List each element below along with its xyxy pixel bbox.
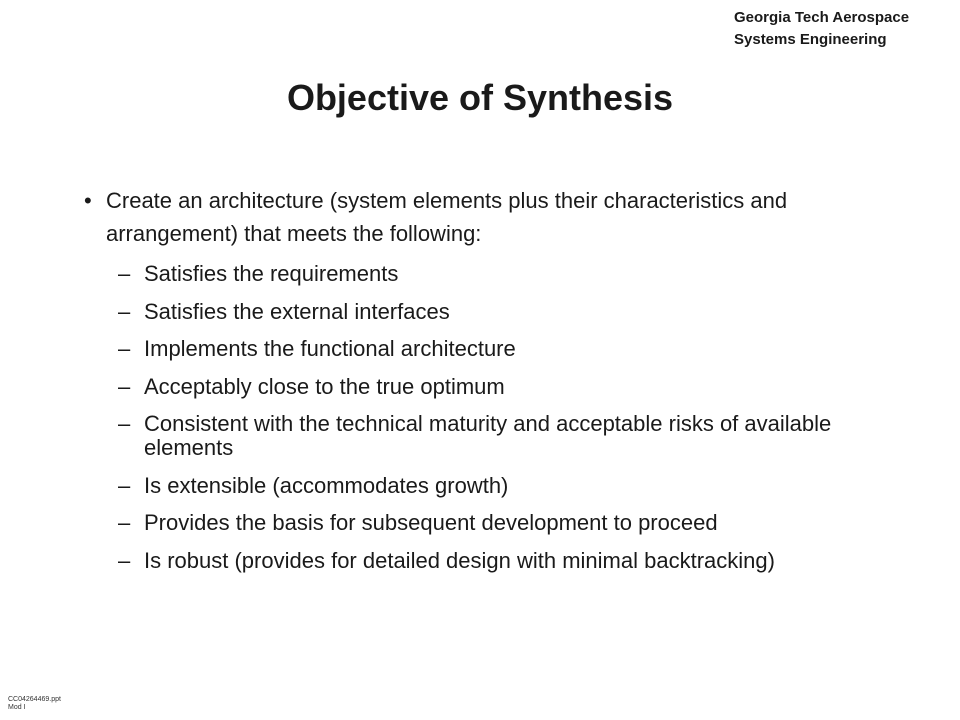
footer-file-name: CC04264469.ppt — [8, 696, 61, 703]
dash-marker: – — [118, 510, 131, 535]
sub-bullet-text: Is extensible (accommodates growth) — [144, 472, 509, 498]
footer-file-note — [8, 696, 61, 712]
sub-bullet-text: Satisfies the requirements — [144, 261, 399, 286]
dash-marker: – — [118, 472, 131, 498]
main-bullet-text: Create an architecture (system elements plus their characteristics and arrangement) that meets the following: — [106, 188, 788, 246]
organization-label — [734, 7, 909, 51]
dash-marker: – — [118, 336, 131, 361]
dash-marker: – — [118, 411, 131, 436]
sub-bullet-text: Acceptably close to the true optimum — [144, 373, 505, 399]
sub-bullet-item — [118, 468, 904, 506]
sub-bullet-list — [84, 256, 904, 580]
sub-bullet-item — [118, 406, 904, 468]
sub-bullet-item — [118, 369, 904, 407]
sub-bullet-item — [118, 294, 904, 332]
organization-line-2: Systems Engineering — [734, 31, 887, 48]
sub-bullet-text: Satisfies the external interfaces — [144, 298, 450, 324]
sub-bullet-item — [118, 543, 904, 581]
bullet-marker: • — [84, 188, 92, 213]
slide-title: Objective of Synthesis — [286, 77, 674, 118]
dash-marker: – — [118, 373, 131, 399]
slide-content — [84, 184, 904, 580]
sub-bullet-text: Consistent with the technical maturity and acceptable risks of available elements — [144, 411, 832, 460]
sub-bullet-item — [118, 505, 904, 543]
sub-bullet-item — [118, 256, 904, 294]
dash-marker: – — [118, 298, 131, 324]
dash-marker: – — [118, 547, 131, 573]
sub-bullet-text: Implements the functional architecture — [144, 336, 516, 361]
main-bullet — [84, 184, 904, 250]
organization-line-1: Georgia Tech Aerospace — [734, 9, 910, 26]
footer-mod-label: Mod I — [8, 704, 26, 711]
sub-bullet-item — [118, 331, 904, 369]
sub-bullet-text: Provides the basis for subsequent development to proceed — [144, 510, 718, 535]
sub-bullet-text: Is robust (provides for detailed design with minimal backtracking) — [144, 547, 775, 573]
dash-marker: – — [118, 261, 131, 286]
